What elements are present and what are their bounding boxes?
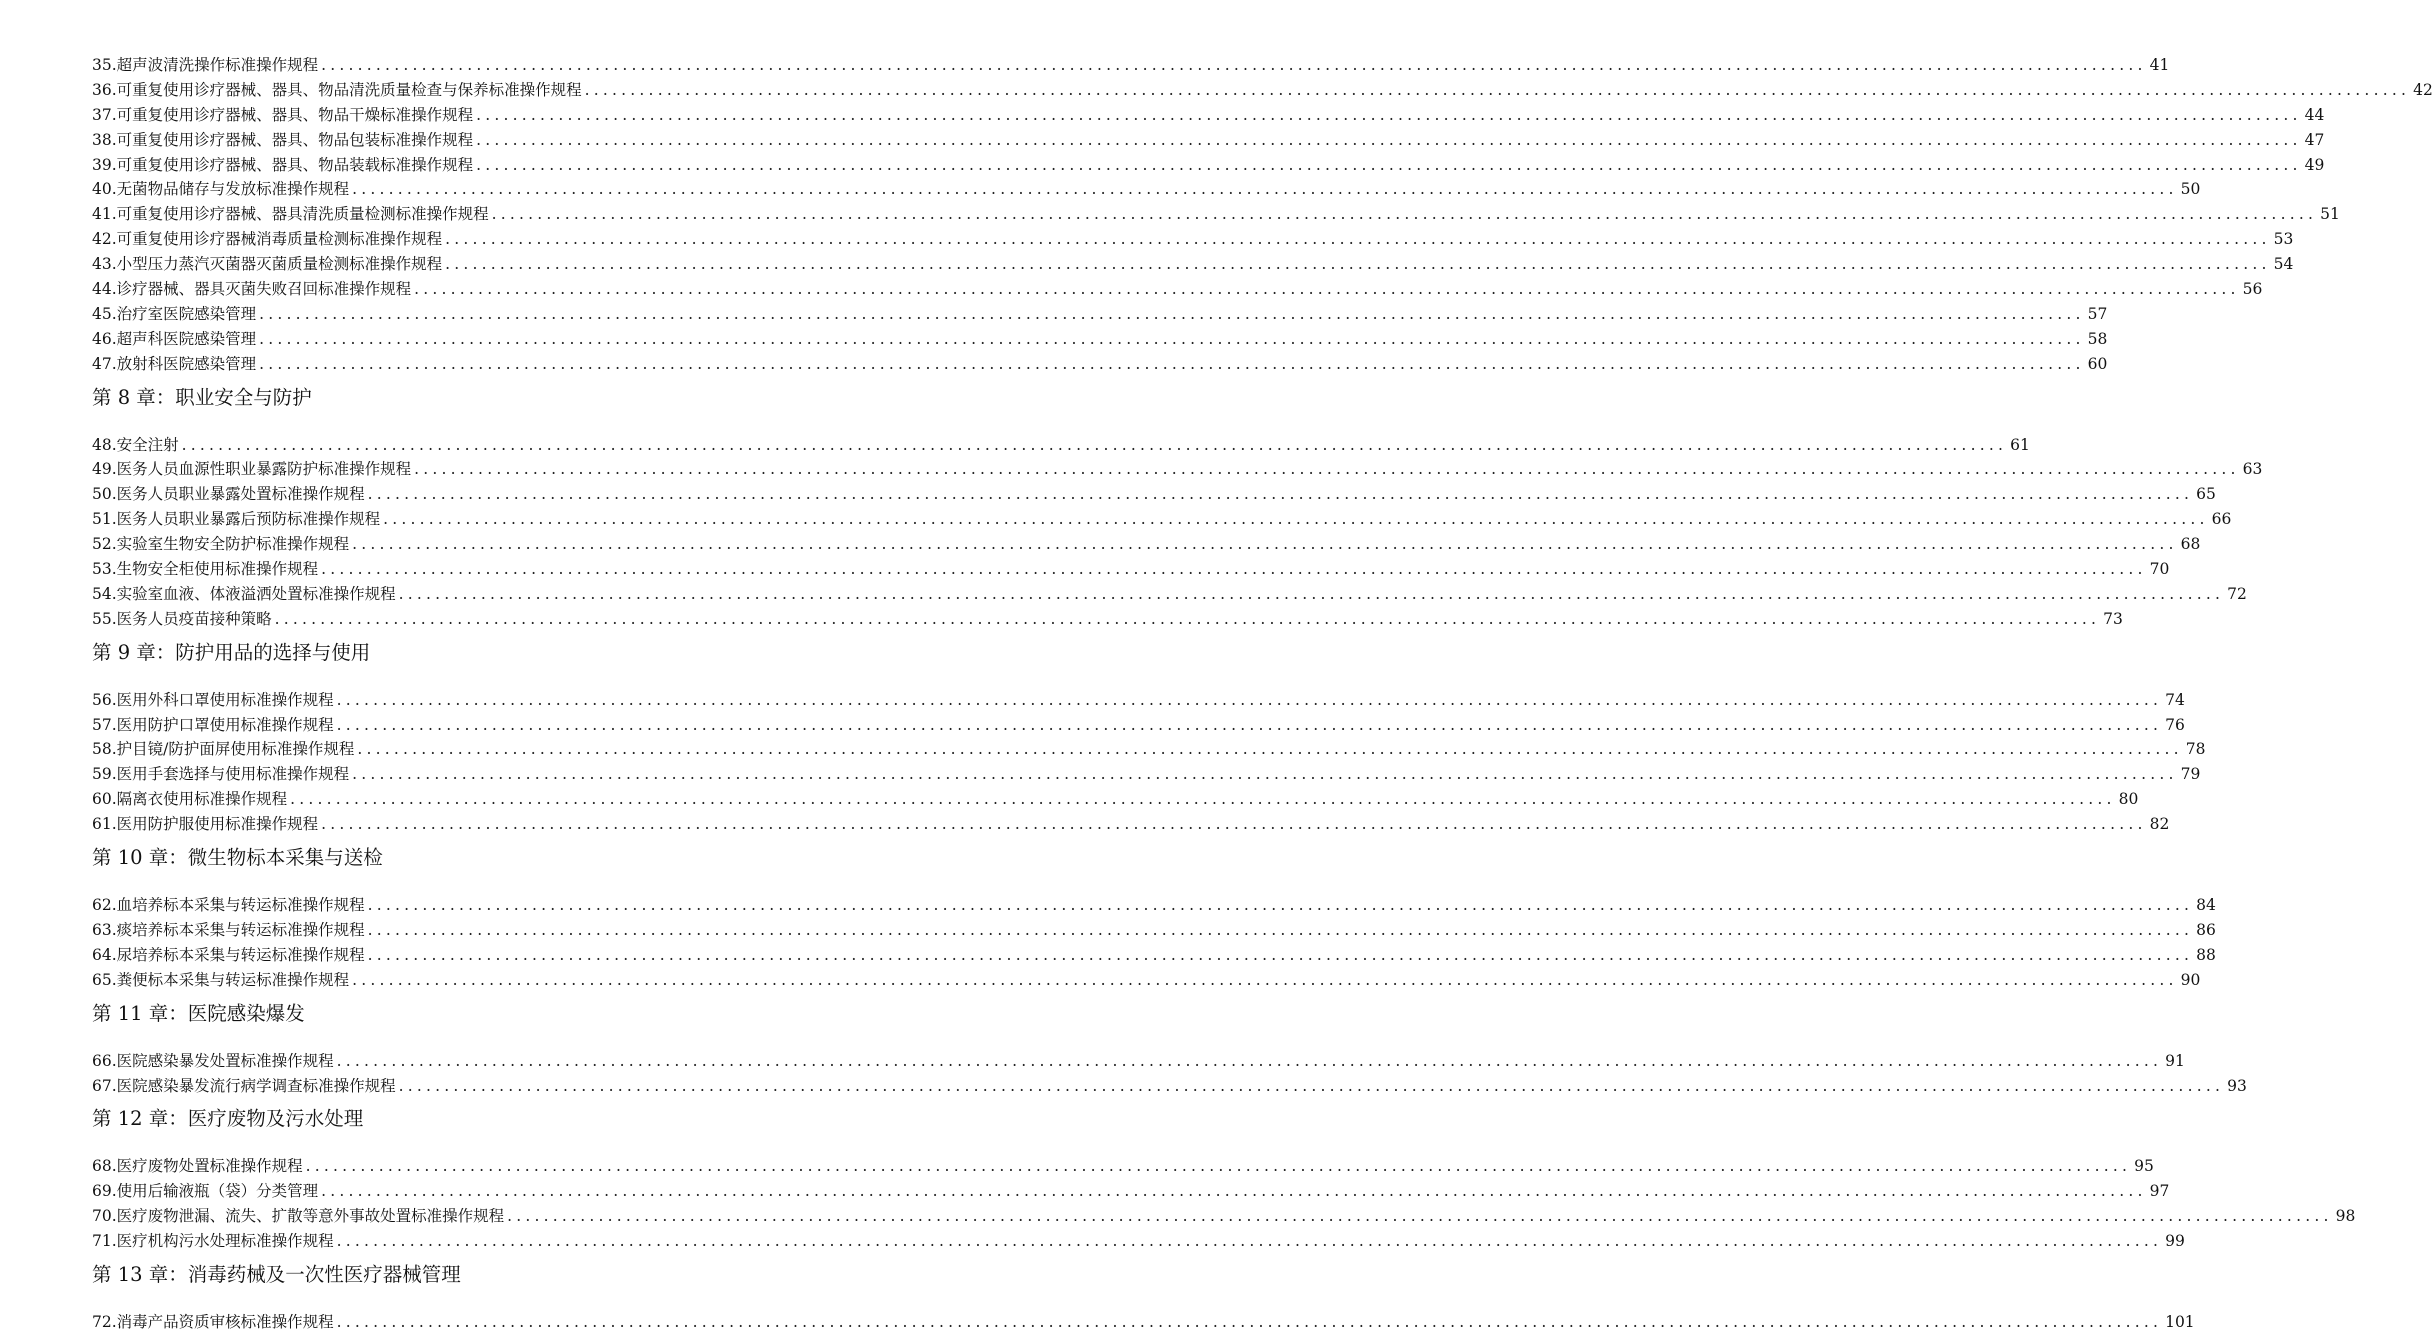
toc-entry[interactable] bbox=[92, 1310, 2195, 1335]
dot-leader: ........................................................................................................................................................................................................ bbox=[367, 945, 2194, 964]
entry-number: 57. bbox=[92, 715, 117, 734]
entry-number: 53. bbox=[92, 560, 117, 579]
toc-entry[interactable] bbox=[92, 433, 2030, 458]
dot-leader: ........................................................................................................................................................................................................ bbox=[352, 535, 2178, 554]
toc-entry[interactable] bbox=[92, 737, 2206, 762]
entry-page-number: 73 bbox=[2103, 609, 2123, 628]
entry-number: 72. bbox=[92, 1312, 117, 1331]
dot-leader: ........................................................................................................................................................................................................ bbox=[321, 815, 2147, 834]
toc-entry[interactable] bbox=[92, 582, 2247, 607]
dot-leader: ........................................................................................................................................................................................................ bbox=[352, 765, 2178, 784]
entry-title: 小型压力蒸汽灭菌器灭菌质量检测标准操作规程 bbox=[116, 255, 443, 274]
dot-leader: ........................................................................................................................................................................................................ bbox=[367, 485, 2194, 504]
chapter-heading: 第 9 章：防护用品的选择与使用 bbox=[92, 640, 371, 664]
entry-number: 51. bbox=[92, 510, 117, 529]
dot-leader: ........................................................................................................................................................................................................ bbox=[336, 690, 2163, 709]
dot-leader: ........................................................................................................................................................................................................ bbox=[336, 1051, 2163, 1070]
entry-title: 医用防护口罩使用标准操作规程 bbox=[116, 715, 334, 734]
entry-page-number: 80 bbox=[2118, 790, 2139, 809]
entry-title: 可重复使用诊疗器械、器具清洗质量检测标准操作规程 bbox=[116, 205, 489, 224]
toc-entry[interactable] bbox=[92, 762, 2201, 787]
entry-page-number: 82 bbox=[2149, 815, 2170, 834]
toc-entry[interactable] bbox=[92, 177, 2201, 202]
entry-number: 70. bbox=[92, 1207, 117, 1226]
toc-entry[interactable] bbox=[92, 227, 2294, 252]
entry-title: 医院感染暴发流行病学调查标准操作规程 bbox=[116, 1076, 396, 1095]
entry-page-number: 63 bbox=[2242, 460, 2263, 479]
chapter-heading: 第 10 章：微生物标本采集与送检 bbox=[92, 846, 383, 870]
entry-page-number: 47 bbox=[2304, 130, 2325, 149]
entry-number: 39. bbox=[92, 155, 117, 174]
dot-leader: ........................................................................................................................................................................................................ bbox=[357, 740, 2183, 759]
entry-page-number: 95 bbox=[2134, 1157, 2154, 1176]
entry-page-number: 68 bbox=[2180, 535, 2201, 554]
toc-entry[interactable] bbox=[92, 1204, 2356, 1229]
entry-number: 52. bbox=[92, 535, 117, 554]
toc-entry[interactable] bbox=[92, 78, 2433, 103]
toc-entry[interactable] bbox=[92, 1154, 2154, 1179]
entry-title: 护目镜/防护面屏使用标准操作规程 bbox=[116, 740, 355, 759]
chapter-heading: 第 8 章：职业安全与防护 bbox=[92, 385, 312, 409]
toc-entry[interactable] bbox=[92, 482, 2216, 507]
dot-leader: ........................................................................................................................................................................................................ bbox=[398, 584, 2225, 603]
entry-title: 医疗机构污水处理标准操作规程 bbox=[116, 1232, 334, 1251]
toc-entry[interactable] bbox=[92, 688, 2185, 713]
entry-page-number: 56 bbox=[2242, 280, 2263, 299]
toc-entry[interactable] bbox=[92, 607, 2123, 632]
entry-page-number: 60 bbox=[2087, 354, 2108, 373]
toc-entry[interactable] bbox=[92, 153, 2325, 178]
entry-number: 69. bbox=[92, 1182, 117, 1201]
entry-title: 安全注射 bbox=[116, 435, 179, 454]
entry-title: 生物安全柜使用标准操作规程 bbox=[116, 560, 319, 579]
entry-page-number: 76 bbox=[2165, 715, 2185, 734]
entry-title: 医务人员职业暴露处置标准操作规程 bbox=[116, 485, 365, 504]
dot-leader: ........................................................................................................................................................................................................ bbox=[398, 1076, 2225, 1095]
entry-page-number: 90 bbox=[2180, 970, 2201, 989]
toc-entry[interactable] bbox=[92, 943, 2216, 968]
entry-page-number: 50 bbox=[2180, 180, 2201, 199]
dot-leader: ........................................................................................................................................................................................................ bbox=[321, 56, 2147, 74]
entry-number: 47. bbox=[92, 354, 117, 373]
dot-leader: ........................................................................................................................................................................................................ bbox=[321, 1182, 2147, 1201]
toc-entry[interactable] bbox=[92, 918, 2216, 943]
entry-number: 65. bbox=[92, 970, 117, 989]
entry-number: 71. bbox=[92, 1232, 117, 1251]
entry-page-number: 86 bbox=[2196, 920, 2216, 939]
entry-page-number: 41 bbox=[2149, 56, 2170, 74]
entry-number: 50. bbox=[92, 485, 117, 504]
entry-title: 诊疗器械、器具灭菌失败召回标准操作规程 bbox=[116, 280, 412, 299]
toc-entry[interactable] bbox=[92, 103, 2325, 128]
entry-title: 放射科医院感染管理 bbox=[116, 354, 257, 373]
entry-title: 医务人员血源性职业暴露防护标准操作规程 bbox=[116, 460, 412, 479]
entry-number: 68. bbox=[92, 1157, 117, 1176]
dot-leader: ........................................................................................................................................................................................................ bbox=[352, 180, 2178, 199]
dot-leader: ........................................................................................................................................................................................................ bbox=[274, 609, 2101, 628]
entry-number: 48. bbox=[92, 435, 117, 454]
entry-number: 61. bbox=[92, 815, 117, 834]
toc-entry[interactable] bbox=[92, 128, 2325, 153]
entry-number: 58. bbox=[92, 740, 117, 759]
entry-page-number: 74 bbox=[2165, 690, 2185, 709]
toc-entry[interactable] bbox=[92, 202, 2340, 227]
entry-number: 44. bbox=[92, 280, 117, 299]
dot-leader: ........................................................................................................................................................................................................ bbox=[336, 1312, 2163, 1331]
dot-leader: ........................................................................................................................................................................................................ bbox=[259, 329, 2085, 348]
entry-title: 可重复使用诊疗器械、器具、物品清洗质量检查与保养标准操作规程 bbox=[116, 80, 582, 99]
entry-page-number: 58 bbox=[2087, 329, 2108, 348]
toc-entry[interactable] bbox=[92, 812, 2170, 837]
entry-page-number: 54 bbox=[2273, 255, 2294, 274]
dot-leader: ........................................................................................................................................................................................................ bbox=[352, 970, 2178, 989]
entry-title: 隔离衣使用标准操作规程 bbox=[116, 790, 288, 809]
dot-leader: ........................................................................................................................................................................................................ bbox=[367, 896, 2194, 915]
entry-title: 实验室生物安全防护标准操作规程 bbox=[116, 535, 350, 554]
toc-entry[interactable] bbox=[92, 352, 2108, 377]
dot-leader: ........................................................................................................................................................................................................ bbox=[290, 790, 2116, 809]
entry-page-number: 93 bbox=[2227, 1076, 2247, 1095]
entry-number: 67. bbox=[92, 1076, 117, 1095]
entry-title: 医用防护服使用标准操作规程 bbox=[116, 815, 319, 834]
dot-leader: ........................................................................................................................................................................................................ bbox=[383, 510, 2209, 529]
dot-leader: ........................................................................................................................................................................................................ bbox=[476, 155, 2302, 174]
entry-title: 消毒产品资质审核标准操作规程 bbox=[116, 1312, 334, 1331]
entry-number: 36. bbox=[92, 80, 117, 99]
chapter-heading: 第 13 章：消毒药械及一次性医疗器械管理 bbox=[92, 1262, 461, 1286]
entry-number: 35. bbox=[92, 56, 117, 74]
entry-page-number: 42 bbox=[2413, 80, 2433, 99]
dot-leader: ........................................................................................................................................................................................................ bbox=[476, 105, 2302, 124]
entry-number: 46. bbox=[92, 329, 117, 348]
entry-number: 49. bbox=[92, 460, 117, 479]
dot-leader: ........................................................................................................................................................................................................ bbox=[367, 920, 2194, 939]
entry-number: 60. bbox=[92, 790, 117, 809]
entry-title: 医院感染暴发处置标准操作规程 bbox=[116, 1051, 334, 1070]
toc-entry[interactable] bbox=[92, 787, 2139, 812]
dot-leader: ........................................................................................................................................................................................................ bbox=[507, 1207, 2333, 1226]
entry-title: 超声波清洗操作标准操作规程 bbox=[116, 56, 319, 74]
entry-title: 实验室血液、体液溢洒处置标准操作规程 bbox=[116, 584, 396, 603]
entry-title: 粪便标本采集与转运标准操作规程 bbox=[116, 970, 350, 989]
entry-title: 治疗室医院感染管理 bbox=[116, 304, 257, 323]
dot-leader: ........................................................................................................................................................................................................ bbox=[414, 460, 2240, 479]
entry-page-number: 78 bbox=[2185, 740, 2206, 759]
entry-page-number: 99 bbox=[2165, 1232, 2185, 1251]
toc-entry[interactable] bbox=[92, 507, 2232, 532]
entry-number: 40. bbox=[92, 180, 117, 199]
entry-page-number: 98 bbox=[2335, 1207, 2356, 1226]
entry-title: 无菌物品储存与发放标准操作规程 bbox=[116, 180, 350, 199]
entry-page-number: 51 bbox=[2320, 205, 2340, 224]
dot-leader: ........................................................................................................................................................................................................ bbox=[321, 560, 2147, 579]
entry-page-number: 44 bbox=[2304, 105, 2325, 124]
entry-number: 37. bbox=[92, 105, 117, 124]
table-of-contents bbox=[92, 53, 2433, 1335]
entry-number: 42. bbox=[92, 230, 117, 249]
entry-title: 医疗废物处置标准操作规程 bbox=[116, 1157, 303, 1176]
entry-title: 可重复使用诊疗器械消毒质量检测标准操作规程 bbox=[116, 230, 443, 249]
dot-leader: ........................................................................................................................................................................................................ bbox=[584, 80, 2411, 99]
entry-title: 医用外科口罩使用标准操作规程 bbox=[116, 690, 334, 709]
entry-page-number: 79 bbox=[2180, 765, 2201, 784]
entry-page-number: 65 bbox=[2196, 485, 2216, 504]
entry-number: 56. bbox=[92, 690, 117, 709]
entry-page-number: 88 bbox=[2196, 945, 2216, 964]
entry-title: 医务人员疫苗接种策略 bbox=[116, 609, 272, 628]
toc-entry[interactable] bbox=[92, 53, 2170, 78]
entry-page-number: 53 bbox=[2273, 230, 2294, 249]
chapter-heading: 第 11 章：医院感染爆发 bbox=[92, 1001, 305, 1025]
entry-number: 66. bbox=[92, 1051, 117, 1070]
dot-leader: ........................................................................................................................................................................................................ bbox=[336, 715, 2163, 734]
entry-number: 63. bbox=[92, 920, 117, 939]
entry-number: 41. bbox=[92, 205, 117, 224]
toc-entry[interactable] bbox=[92, 557, 2170, 582]
entry-title: 可重复使用诊疗器械、器具、物品干燥标准操作规程 bbox=[116, 105, 474, 124]
toc-entry[interactable] bbox=[92, 327, 2108, 352]
entry-page-number: 66 bbox=[2211, 510, 2232, 529]
dot-leader: ........................................................................................................................................................................................................ bbox=[491, 205, 2318, 224]
dot-leader: ........................................................................................................................................................................................................ bbox=[336, 1232, 2163, 1251]
entry-page-number: 49 bbox=[2304, 155, 2325, 174]
entry-page-number: 84 bbox=[2196, 896, 2216, 915]
entry-page-number: 97 bbox=[2149, 1182, 2170, 1201]
dot-leader: ........................................................................................................................................................................................................ bbox=[476, 130, 2302, 149]
entry-number: 62. bbox=[92, 896, 117, 915]
entry-number: 64. bbox=[92, 945, 117, 964]
toc-entry[interactable] bbox=[92, 302, 2108, 327]
entry-page-number: 70 bbox=[2149, 560, 2170, 579]
toc-entry[interactable] bbox=[92, 457, 2263, 482]
toc-entry[interactable] bbox=[92, 713, 2185, 738]
entry-number: 54. bbox=[92, 584, 117, 603]
entry-number: 38. bbox=[92, 130, 117, 149]
entry-title: 可重复使用诊疗器械、器具、物品包装标准操作规程 bbox=[116, 130, 474, 149]
entry-title: 医疗废物泄漏、流失、扩散等意外事故处置标准操作规程 bbox=[116, 1207, 505, 1226]
toc-entry[interactable] bbox=[92, 893, 2216, 918]
toc-entry[interactable] bbox=[92, 277, 2263, 302]
entry-title: 超声科医院感染管理 bbox=[116, 329, 257, 348]
entry-page-number: 91 bbox=[2165, 1051, 2185, 1070]
toc-entry[interactable] bbox=[92, 1049, 2185, 1074]
entry-page-number: 101 bbox=[2165, 1312, 2195, 1331]
entry-title: 医务人员职业暴露后预防标准操作规程 bbox=[116, 510, 381, 529]
dot-leader: ........................................................................................................................................................................................................ bbox=[414, 280, 2240, 299]
entry-title: 痰培养标本采集与转运标准操作规程 bbox=[116, 920, 365, 939]
entry-page-number: 57 bbox=[2087, 304, 2108, 323]
toc-entry[interactable] bbox=[92, 1179, 2170, 1204]
entry-title: 尿培养标本采集与转运标准操作规程 bbox=[116, 945, 365, 964]
entry-number: 45. bbox=[92, 304, 117, 323]
toc-entry[interactable] bbox=[92, 252, 2294, 277]
entry-title: 使用后输液瓶（袋）分类管理 bbox=[116, 1182, 319, 1201]
chapter-heading: 第 12 章：医疗废物及污水处理 bbox=[92, 1107, 364, 1131]
toc-entry[interactable] bbox=[92, 1229, 2185, 1254]
entry-page-number: 61 bbox=[2010, 435, 2030, 454]
entry-number: 55. bbox=[92, 609, 117, 628]
entry-number: 59. bbox=[92, 765, 117, 784]
toc-entry[interactable] bbox=[92, 968, 2201, 993]
dot-leader: ........................................................................................................................................................................................................ bbox=[259, 354, 2085, 373]
entry-page-number: 72 bbox=[2227, 584, 2247, 603]
dot-leader: ........................................................................................................................................................................................................ bbox=[181, 435, 2008, 454]
entry-title: 血培养标本采集与转运标准操作规程 bbox=[116, 896, 365, 915]
toc-entry[interactable] bbox=[92, 1074, 2247, 1099]
toc-entry[interactable] bbox=[92, 532, 2201, 557]
dot-leader: ........................................................................................................................................................................................................ bbox=[305, 1157, 2132, 1176]
dot-leader: ........................................................................................................................................................................................................ bbox=[259, 304, 2085, 323]
dot-leader: ........................................................................................................................................................................................................ bbox=[445, 230, 2271, 249]
dot-leader: ........................................................................................................................................................................................................ bbox=[445, 255, 2271, 274]
entry-title: 可重复使用诊疗器械、器具、物品装载标准操作规程 bbox=[116, 155, 474, 174]
entry-title: 医用手套选择与使用标准操作规程 bbox=[116, 765, 350, 784]
entry-number: 43. bbox=[92, 255, 117, 274]
